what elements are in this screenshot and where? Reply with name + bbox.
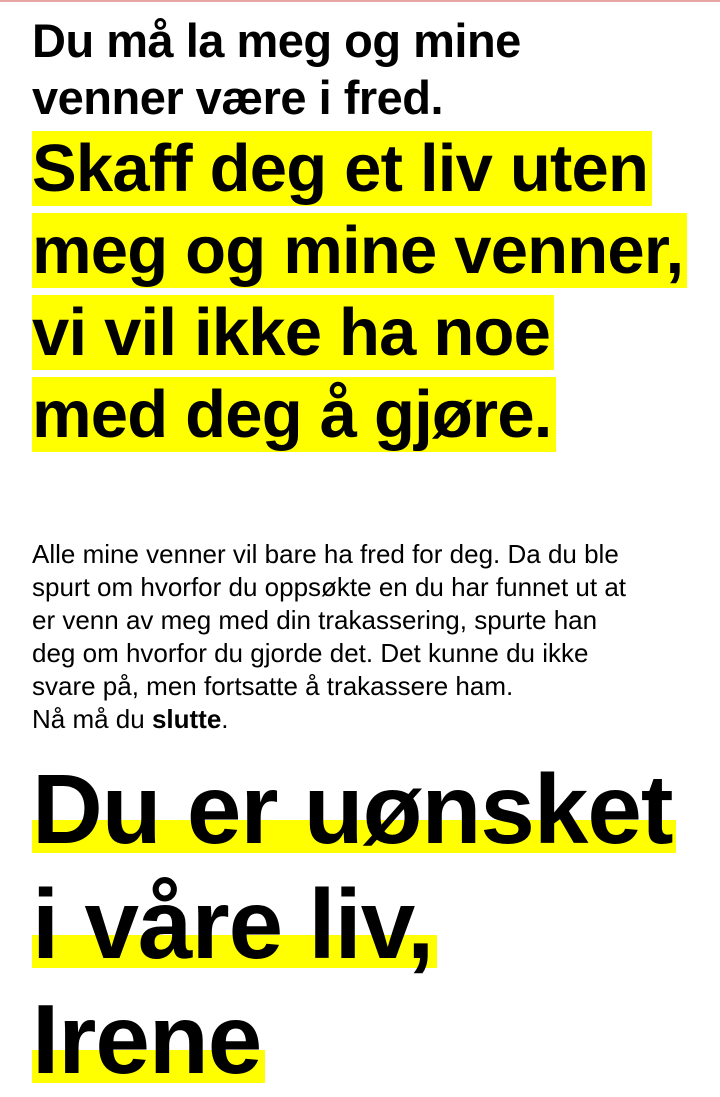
intro-heading: [32, 0, 692, 126]
highlighted-heading-line-4: med deg å gjøre.: [32, 377, 556, 452]
intro-heading-line-2: venner være i fred.: [32, 71, 444, 124]
highlighted-heading-line-2: meg og mine venner,: [32, 213, 687, 288]
page-content: [32, 0, 692, 1097]
closing-heading-line-1: Du er uønsket: [32, 754, 676, 864]
body-line-1: Alle mine venner vil bare ha fred for deg. Da du ble: [32, 539, 619, 569]
body-paragraph: [32, 538, 682, 736]
highlighted-heading-line-3: vi vil ikke ha noe: [32, 295, 554, 370]
highlighted-heading: [32, 128, 692, 456]
body-line-2: spurt om hvorfor du oppsøkte en du har funnet ut at: [32, 572, 627, 602]
body-line-4: deg om hvorfor du gjorde det. Det kunne du ikke: [32, 638, 589, 668]
highlighted-heading-line-1: Skaff deg et liv uten: [32, 131, 652, 206]
body-line-6-suffix: .: [221, 704, 229, 734]
intro-heading-line-1: Du må la meg og mine: [32, 14, 521, 67]
body-line-6-prefix: Nå må du: [32, 704, 152, 734]
closing-heading: [32, 752, 692, 1097]
body-line-5: svare på, men fortsatte å trakassere ham.: [32, 671, 514, 701]
closing-heading-line-2: i våre liv,: [32, 869, 437, 979]
body-emphasis-word: slutte: [151, 704, 222, 734]
closing-heading-line-3: Irene: [32, 984, 265, 1094]
body-line-3: er venn av meg med din trakassering, spurte han: [32, 605, 598, 635]
